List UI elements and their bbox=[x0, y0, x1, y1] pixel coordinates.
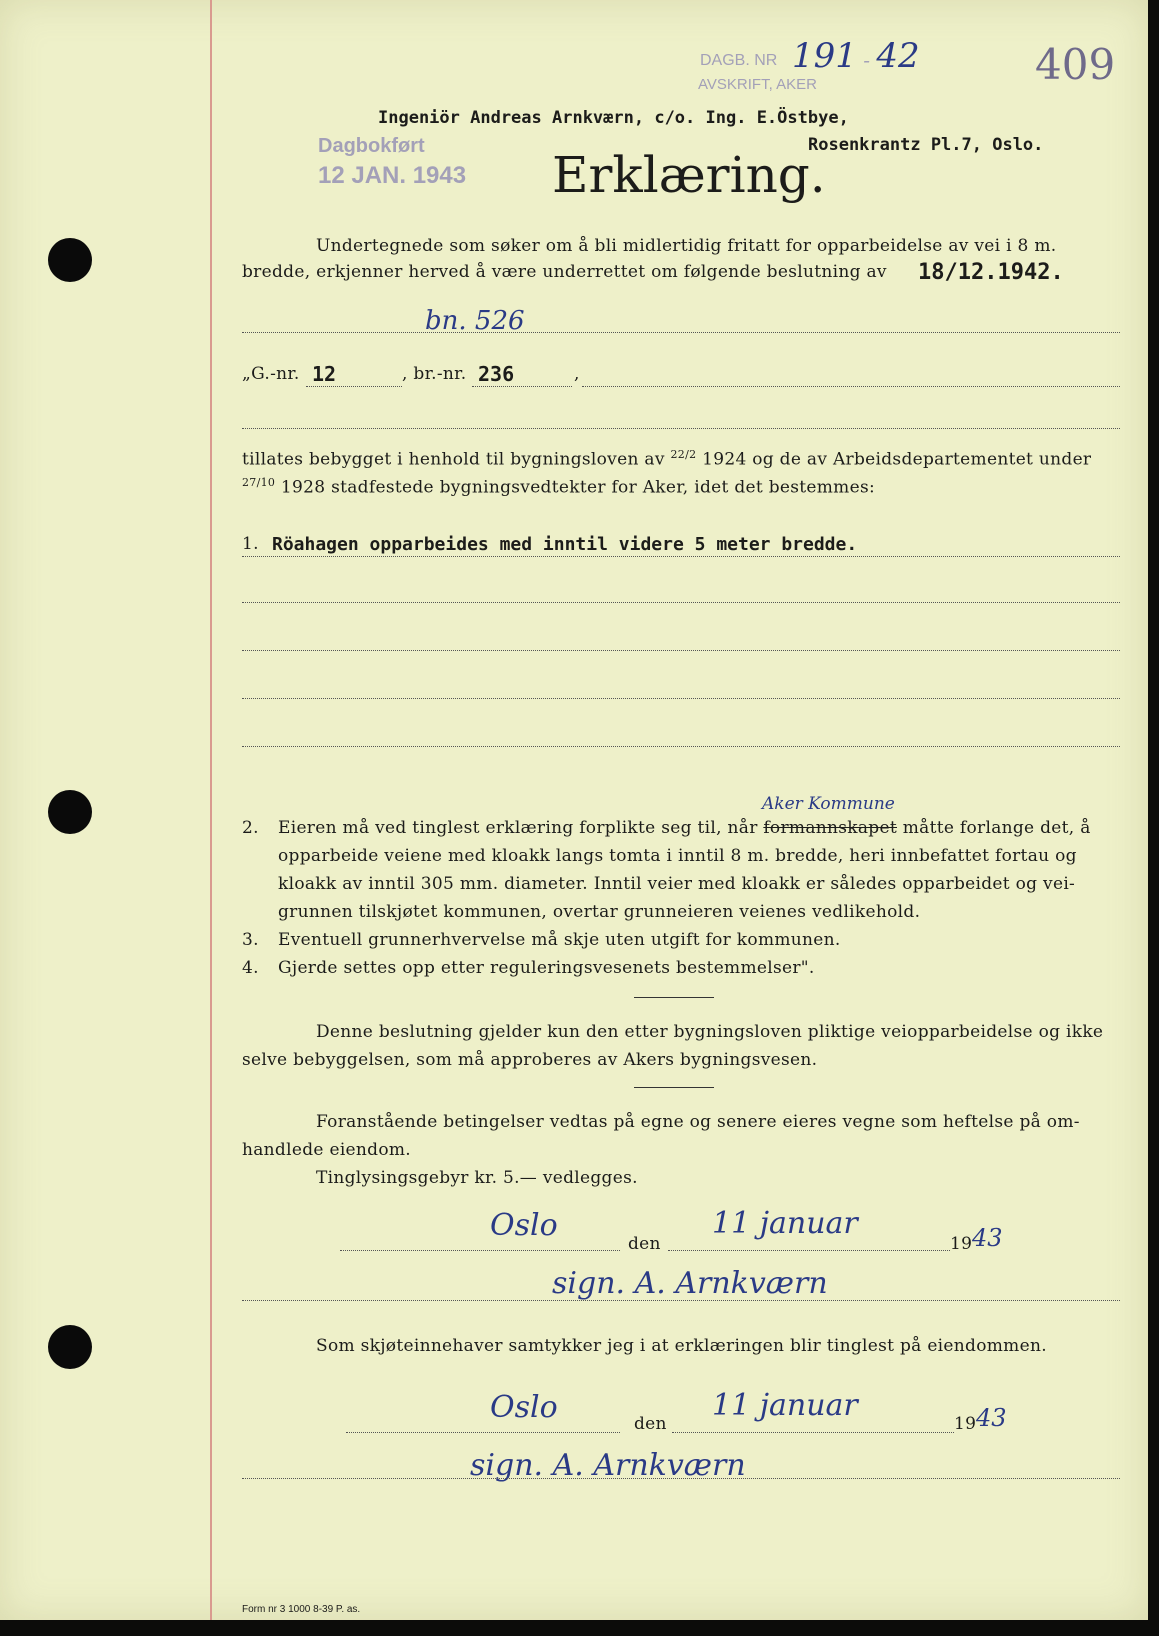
signature-1-den: den bbox=[628, 1234, 661, 1254]
item-2-line-2: opparbeide veiene med kloakk langs tomta i inntil 8 m. bredde, heri innbefattet fortau og bbox=[278, 846, 1077, 866]
punch-hole bbox=[48, 238, 92, 282]
dotted-line bbox=[242, 746, 1120, 747]
form-footer: Form nr 3 1000 8-39 P. as. bbox=[242, 1604, 361, 1615]
signature-1-year: 43 bbox=[972, 1224, 1003, 1252]
permit-text-c: 1928 stadfestede bygningsvedtekter for Aker, idet det bestemmes: bbox=[280, 477, 876, 498]
dotted-line bbox=[340, 1250, 620, 1251]
dagb-nr-stamp bbox=[700, 52, 777, 70]
dotted-line bbox=[582, 386, 1120, 387]
separator bbox=[634, 1087, 714, 1088]
signature-2-year-prefix: 19 bbox=[954, 1414, 977, 1434]
dotted-line bbox=[242, 428, 1120, 429]
dagb-nr-value: 191 bbox=[792, 36, 857, 76]
dotted-line bbox=[672, 1432, 954, 1433]
item-4-text: Gjerde settes opp etter reguleringsvesenets bestemmelser". bbox=[278, 958, 815, 978]
intro-line-2: bredde, erkjenner herved å være underrettet om følgende beslutning av bbox=[242, 262, 887, 282]
sender-line-2: Rosenkrantz Pl.7, Oslo. bbox=[808, 135, 1044, 155]
decision-date: 18/12.1942. bbox=[918, 260, 1064, 285]
item-2-text-a: Eieren må ved tinglest erklæring forplikte seg til, når bbox=[278, 818, 758, 838]
item-2-text-b: måtte forlange det, å bbox=[902, 818, 1091, 838]
dotted-line bbox=[242, 1300, 1120, 1301]
dotted-line bbox=[346, 1432, 620, 1433]
item-4-number: 4. bbox=[242, 958, 259, 978]
dagbokfort-stamp: Dagbokført bbox=[318, 135, 425, 157]
signature-1-place: Oslo bbox=[490, 1208, 558, 1243]
item-3-text: Eventuell grunnerhvervelse må skje uten utgift for kommunen. bbox=[278, 930, 841, 950]
item-2-line-3: kloakk av inntil 305 mm. diameter. Inntil veier med kloakk er således opparbeidet og vei- bbox=[278, 874, 1076, 894]
margin-rule bbox=[210, 0, 212, 1620]
signature-2-year: 43 bbox=[976, 1404, 1007, 1432]
paragraph-2-line-2: handlede eiendom. bbox=[242, 1140, 412, 1160]
permit-line-2 bbox=[242, 476, 875, 498]
dotted-line bbox=[242, 650, 1120, 651]
sender-line-1: Ingeniör Andreas Arnkværn, c/o. Ing. E.Östbye, bbox=[378, 108, 849, 128]
dotted-line bbox=[242, 1478, 1120, 1479]
permit-line-1 bbox=[242, 448, 1091, 470]
date-stamp: 12 JAN. 1943 bbox=[318, 162, 467, 189]
item-1-text: Röahagen opparbeides med inntil videre 5 meter bredde. bbox=[272, 534, 858, 555]
signature-1-year-prefix: 19 bbox=[950, 1234, 973, 1254]
dagb-year: 42 bbox=[876, 36, 920, 76]
dotted-line bbox=[242, 602, 1120, 603]
paragraph-1-line-1: Denne beslutning gjelder kun den etter bygningsloven pliktige veiopparbeidelse og ikke bbox=[316, 1022, 1104, 1042]
gnr-value: 12 bbox=[312, 362, 337, 386]
signature-2-signed: sign. A. Arnkværn bbox=[470, 1448, 746, 1483]
handwritten-bnr: bn. 526 bbox=[425, 306, 525, 336]
paragraph-1-line-2: selve bebyggelsen, som må approberes av Akers bygningsvesen. bbox=[242, 1050, 818, 1070]
item-1-number: 1. bbox=[242, 534, 259, 554]
signature-2-den: den bbox=[634, 1414, 667, 1434]
handwritten-insert: Aker Kommune bbox=[762, 794, 895, 814]
permit-text-b: 1924 og de av Arbeidsdepartementet under bbox=[702, 449, 1092, 470]
dotted-line bbox=[306, 386, 402, 387]
dotted-line bbox=[242, 332, 1120, 333]
signature-1-signed: sign. A. Arnkværn bbox=[552, 1266, 828, 1301]
punch-hole bbox=[48, 1325, 92, 1369]
permit-text-a: tillates bebygget i henhold til bygningsloven av bbox=[242, 449, 665, 470]
paragraph-2-line-3: Tinglysingsgebyr kr. 5.— vedlegges. bbox=[316, 1168, 638, 1188]
dotted-line bbox=[472, 386, 572, 387]
punch-hole bbox=[48, 790, 92, 834]
bnr-label: , br.-nr. bbox=[402, 364, 467, 384]
signature-2-place: Oslo bbox=[490, 1390, 558, 1425]
signature-1-date: 11 januar bbox=[712, 1206, 858, 1241]
consent-text: Som skjøteinnehaver samtykker jeg i at erklæringen blir tinglest på eiendommen. bbox=[316, 1336, 1047, 1356]
item-3-number: 3. bbox=[242, 930, 259, 950]
dotted-line bbox=[668, 1250, 950, 1251]
dotted-line bbox=[242, 698, 1120, 699]
item-2-struck-text: formannskapet bbox=[763, 818, 897, 838]
dagb-nr-label: DAGB. NR bbox=[700, 52, 778, 69]
item-2-line-1 bbox=[278, 818, 1091, 838]
permit-date-1: 22/2 bbox=[670, 448, 697, 461]
document-title: Erklæring. bbox=[552, 146, 826, 204]
dotted-line bbox=[242, 556, 1120, 557]
signature-2-date: 11 januar bbox=[712, 1388, 858, 1423]
bnr-value: 236 bbox=[478, 362, 515, 386]
permit-date-2: 27/10 bbox=[242, 476, 276, 489]
dagb-nr-handwritten: 191 - 42 bbox=[792, 36, 920, 76]
paragraph-2-line-1: Foranstående betingelser vedtas på egne og senere eieres vegne som heftelse på om- bbox=[316, 1112, 1080, 1132]
bnr-trailing: , bbox=[574, 364, 580, 384]
separator bbox=[634, 997, 714, 998]
page-number: 409 bbox=[1035, 40, 1116, 89]
gnr-label: „G.-nr. bbox=[242, 364, 300, 384]
intro-line-1: Undertegnede som søker om å bli midlertidig fritatt for opparbeidelse av vei i 8 m. bbox=[316, 236, 1057, 256]
item-2-line-4: grunnen tilskjøtet kommunen, overtar grunneieren veienes vedlikehold. bbox=[278, 902, 921, 922]
item-2-number: 2. bbox=[242, 818, 259, 838]
avskrift-stamp: AVSKRIFT, AKER bbox=[698, 76, 817, 93]
